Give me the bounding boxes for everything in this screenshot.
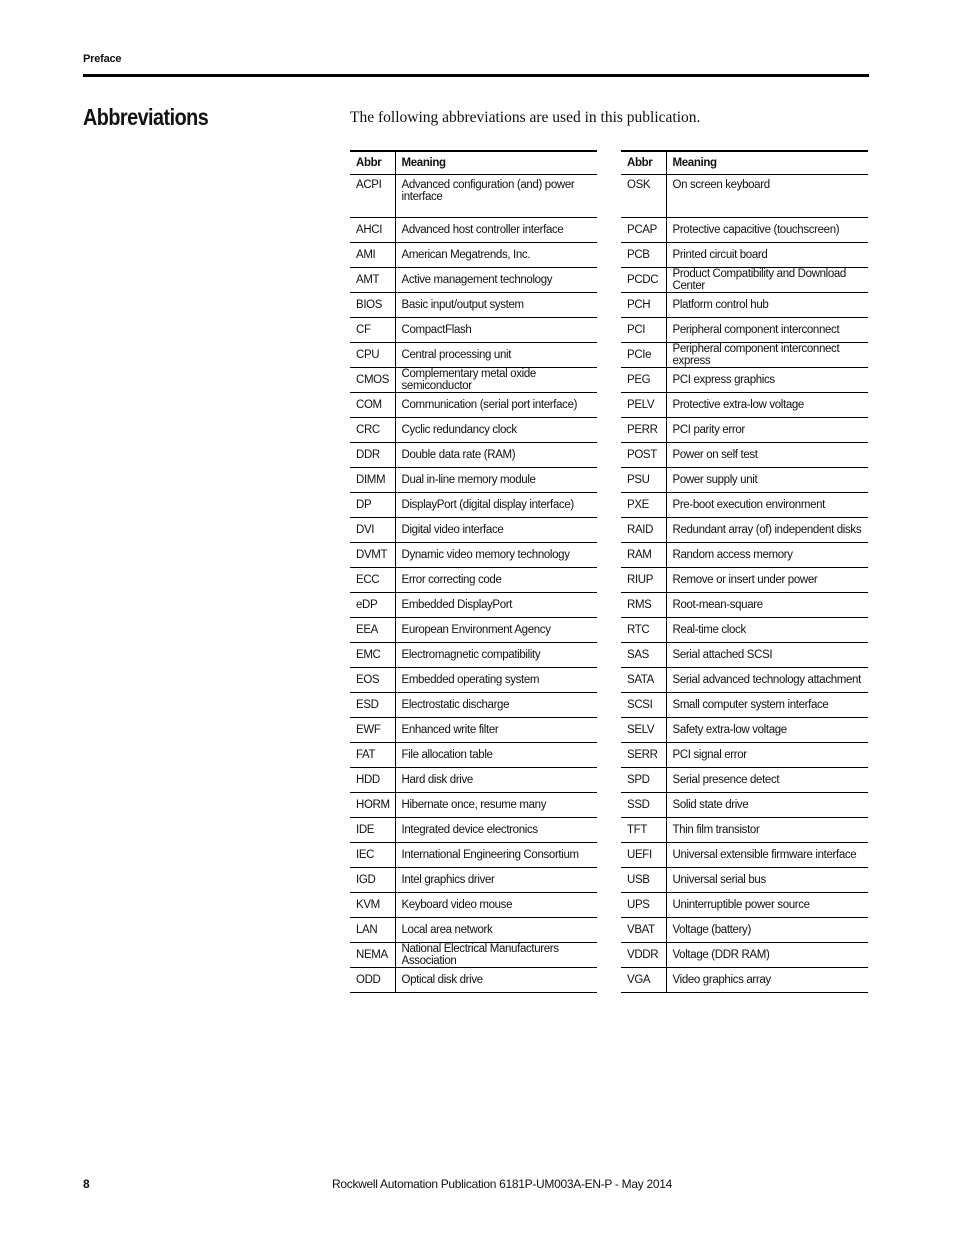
meaning-cell: Product Compatibility and Download Center [666, 268, 868, 293]
table-row [621, 893, 868, 918]
abbr-cell: EOS [350, 668, 395, 693]
abbr-cell: PCB [621, 243, 666, 268]
column-header-abbr: Abbr [350, 151, 395, 175]
table-row [621, 943, 868, 968]
table-row [621, 268, 868, 293]
table-row [621, 693, 868, 718]
page-number: 8 [83, 1177, 90, 1191]
table-row [621, 793, 868, 818]
meaning-cell: Serial attached SCSI [666, 643, 868, 668]
meaning-cell: Active management technology [395, 268, 597, 293]
table-row [621, 918, 868, 943]
meaning-cell: Central processing unit [395, 343, 597, 368]
meaning-cell: Advanced configuration (and) power interface [395, 175, 597, 218]
abbr-cell: EEA [350, 618, 395, 643]
abbr-cell: AHCI [350, 218, 395, 243]
table-row [350, 493, 597, 518]
meaning-cell: Serial advanced technology attachment [666, 668, 868, 693]
table-row [350, 893, 597, 918]
abbr-cell: DVI [350, 518, 395, 543]
abbr-cell: ECC [350, 568, 395, 593]
abbr-cell: LAN [350, 918, 395, 943]
meaning-cell: Enhanced write filter [395, 718, 597, 743]
column-header-meaning: Meaning [666, 151, 868, 175]
table-row [621, 318, 868, 343]
meaning-cell: European Environment Agency [395, 618, 597, 643]
abbr-cell: PELV [621, 393, 666, 418]
table-row [350, 618, 597, 643]
abbr-cell: DP [350, 493, 395, 518]
meaning-cell: File allocation table [395, 743, 597, 768]
abbr-cell: UPS [621, 893, 666, 918]
meaning-cell: On screen keyboard [666, 175, 868, 218]
page-title: Abbreviations [83, 104, 209, 130]
abbr-cell: VBAT [621, 918, 666, 943]
running-head: Preface [83, 53, 122, 65]
meaning-cell: Hard disk drive [395, 768, 597, 793]
abbr-cell: RAM [621, 543, 666, 568]
abbr-cell: SAS [621, 643, 666, 668]
abbr-cell: EMC [350, 643, 395, 668]
abbr-cell: SCSI [621, 693, 666, 718]
table-row [621, 643, 868, 668]
table-row [621, 593, 868, 618]
table-row [350, 943, 597, 968]
meaning-cell: Integrated device electronics [395, 818, 597, 843]
table-row [621, 343, 868, 368]
meaning-cell: Optical disk drive [395, 968, 597, 993]
table-row [350, 768, 597, 793]
table-row [621, 468, 868, 493]
abbr-cell: UEFI [621, 843, 666, 868]
table-row [350, 393, 597, 418]
abbr-cell: RIUP [621, 568, 666, 593]
meaning-cell: American Megatrends, Inc. [395, 243, 597, 268]
table-row [621, 175, 868, 218]
abbr-cell: SSD [621, 793, 666, 818]
abbr-cell: PCDC [621, 268, 666, 293]
table-row [621, 843, 868, 868]
meaning-cell: Universal serial bus [666, 868, 868, 893]
meaning-cell: Peripheral component interconnect [666, 318, 868, 343]
abbr-cell: CF [350, 318, 395, 343]
meaning-cell: PCI parity error [666, 418, 868, 443]
abbr-cell: CPU [350, 343, 395, 368]
abbr-cell: CRC [350, 418, 395, 443]
table-row [350, 318, 597, 343]
meaning-cell: Complementary metal oxide semiconductor [395, 368, 597, 393]
abbr-cell: RAID [621, 518, 666, 543]
table-row [621, 968, 868, 993]
meaning-cell: Universal extensible firmware interface [666, 843, 868, 868]
meaning-cell: Platform control hub [666, 293, 868, 318]
abbr-cell: PXE [621, 493, 666, 518]
abbr-cell: IGD [350, 868, 395, 893]
table-row [350, 368, 597, 393]
abbr-cell: PERR [621, 418, 666, 443]
meaning-cell: Error correcting code [395, 568, 597, 593]
abbr-cell: SERR [621, 743, 666, 768]
meaning-cell: Safety extra-low voltage [666, 718, 868, 743]
table-row [350, 968, 597, 993]
abbr-cell: FAT [350, 743, 395, 768]
abbr-cell: CMOS [350, 368, 395, 393]
meaning-cell: Real-time clock [666, 618, 868, 643]
meaning-cell: Solid state drive [666, 793, 868, 818]
table-header-row [621, 151, 868, 175]
meaning-cell: Remove or insert under power [666, 568, 868, 593]
table-row [621, 568, 868, 593]
meaning-cell: Basic input/output system [395, 293, 597, 318]
meaning-cell: Hibernate once, resume many [395, 793, 597, 818]
abbr-cell: ESD [350, 693, 395, 718]
meaning-cell: Embedded operating system [395, 668, 597, 693]
abbr-cell: AMI [350, 243, 395, 268]
abbr-cell: VGA [621, 968, 666, 993]
table-row [350, 793, 597, 818]
meaning-cell: Power on self test [666, 443, 868, 468]
meaning-cell: DisplayPort (digital display interface) [395, 493, 597, 518]
table-row [621, 668, 868, 693]
table-row [350, 718, 597, 743]
table-header-row [350, 151, 597, 175]
abbr-cell: DIMM [350, 468, 395, 493]
meaning-cell: CompactFlash [395, 318, 597, 343]
meaning-cell: Dynamic video memory technology [395, 543, 597, 568]
meaning-cell: Random access memory [666, 543, 868, 568]
meaning-cell: Redundant array (of) independent disks [666, 518, 868, 543]
meaning-cell: Uninterruptible power source [666, 893, 868, 918]
abbr-cell: USB [621, 868, 666, 893]
abbr-cell: PEG [621, 368, 666, 393]
table-row [621, 243, 868, 268]
table-row [621, 818, 868, 843]
abbr-cell: IEC [350, 843, 395, 868]
abbr-cell: AMT [350, 268, 395, 293]
abbr-cell: ODD [350, 968, 395, 993]
abbr-cell: SPD [621, 768, 666, 793]
table-row [350, 668, 597, 693]
table-row [621, 618, 868, 643]
column-header-abbr: Abbr [621, 151, 666, 175]
intro-text: The following abbreviations are used in this publication. [350, 109, 701, 126]
table-row [621, 393, 868, 418]
meaning-cell: Advanced host controller interface [395, 218, 597, 243]
meaning-cell: Double data rate (RAM) [395, 443, 597, 468]
meaning-cell: Serial presence detect [666, 768, 868, 793]
abbr-cell: TFT [621, 818, 666, 843]
meaning-cell: Root-mean-square [666, 593, 868, 618]
table-row [621, 493, 868, 518]
table-row [350, 268, 597, 293]
abbr-cell: POST [621, 443, 666, 468]
abbr-cell: EWF [350, 718, 395, 743]
publication-footer: Rockwell Automation Publication 6181P-UM003A-EN-P - May 2014 [332, 1177, 672, 1191]
table-row [350, 343, 597, 368]
table-row [621, 218, 868, 243]
abbr-cell: RTC [621, 618, 666, 643]
header-rule [83, 74, 869, 77]
abbr-cell: SATA [621, 668, 666, 693]
abbr-cell: HORM [350, 793, 395, 818]
meaning-cell: Power supply unit [666, 468, 868, 493]
abbr-cell: DVMT [350, 543, 395, 568]
abbr-cell: PSU [621, 468, 666, 493]
table-row [350, 593, 597, 618]
table-row [350, 468, 597, 493]
meaning-cell: Voltage (DDR RAM) [666, 943, 868, 968]
table-row [621, 543, 868, 568]
table-row [621, 443, 868, 468]
table-row [350, 918, 597, 943]
abbr-cell: NEMA [350, 943, 395, 968]
table-row [350, 243, 597, 268]
meaning-cell: Pre-boot execution environment [666, 493, 868, 518]
table-row [350, 518, 597, 543]
abbr-cell: SELV [621, 718, 666, 743]
meaning-cell: Local area network [395, 918, 597, 943]
table-row [350, 868, 597, 893]
table-row [621, 418, 868, 443]
meaning-cell: Dual in-line memory module [395, 468, 597, 493]
table-row [621, 368, 868, 393]
table-row [350, 843, 597, 868]
meaning-cell: Thin film transistor [666, 818, 868, 843]
abbr-cell: PCIe [621, 343, 666, 368]
meaning-cell: Cyclic redundancy clock [395, 418, 597, 443]
table-row [350, 175, 597, 218]
meaning-cell: PCI signal error [666, 743, 868, 768]
abbreviations-table-right [621, 150, 868, 993]
meaning-cell: National Electrical Manufacturers Association [395, 943, 597, 968]
abbr-cell: ACPI [350, 175, 395, 218]
abbr-cell: PCAP [621, 218, 666, 243]
abbr-cell: VDDR [621, 943, 666, 968]
meaning-cell: Printed circuit board [666, 243, 868, 268]
abbr-cell: HDD [350, 768, 395, 793]
abbr-cell: RMS [621, 593, 666, 618]
table-row [350, 293, 597, 318]
table-row [621, 718, 868, 743]
table-row [621, 293, 868, 318]
abbr-cell: IDE [350, 818, 395, 843]
table-row [621, 743, 868, 768]
meaning-cell: Embedded DisplayPort [395, 593, 597, 618]
meaning-cell: Electrostatic discharge [395, 693, 597, 718]
table-row [350, 443, 597, 468]
meaning-cell: PCI express graphics [666, 368, 868, 393]
table-row [350, 693, 597, 718]
abbr-cell: OSK [621, 175, 666, 218]
meaning-cell: Intel graphics driver [395, 868, 597, 893]
abbr-cell: COM [350, 393, 395, 418]
table-row [350, 743, 597, 768]
meaning-cell: Electromagnetic compatibility [395, 643, 597, 668]
table-row [350, 218, 597, 243]
meaning-cell: Protective extra-low voltage [666, 393, 868, 418]
abbr-cell: KVM [350, 893, 395, 918]
abbreviations-table-left [350, 150, 597, 993]
table-row [350, 543, 597, 568]
meaning-cell: Digital video interface [395, 518, 597, 543]
abbr-cell: eDP [350, 593, 395, 618]
table-row [621, 868, 868, 893]
table-row [350, 818, 597, 843]
meaning-cell: Communication (serial port interface) [395, 393, 597, 418]
meaning-cell: Small computer system interface [666, 693, 868, 718]
meaning-cell: Video graphics array [666, 968, 868, 993]
table-row [621, 518, 868, 543]
table-row [350, 568, 597, 593]
meaning-cell: Protective capacitive (touchscreen) [666, 218, 868, 243]
meaning-cell: Keyboard video mouse [395, 893, 597, 918]
meaning-cell: Peripheral component interconnect express [666, 343, 868, 368]
abbr-cell: PCI [621, 318, 666, 343]
table-row [350, 418, 597, 443]
table-row [350, 643, 597, 668]
table-row [621, 768, 868, 793]
abbr-cell: PCH [621, 293, 666, 318]
meaning-cell: International Engineering Consortium [395, 843, 597, 868]
abbr-cell: DDR [350, 443, 395, 468]
abbr-cell: BIOS [350, 293, 395, 318]
column-header-meaning: Meaning [395, 151, 597, 175]
meaning-cell: Voltage (battery) [666, 918, 868, 943]
